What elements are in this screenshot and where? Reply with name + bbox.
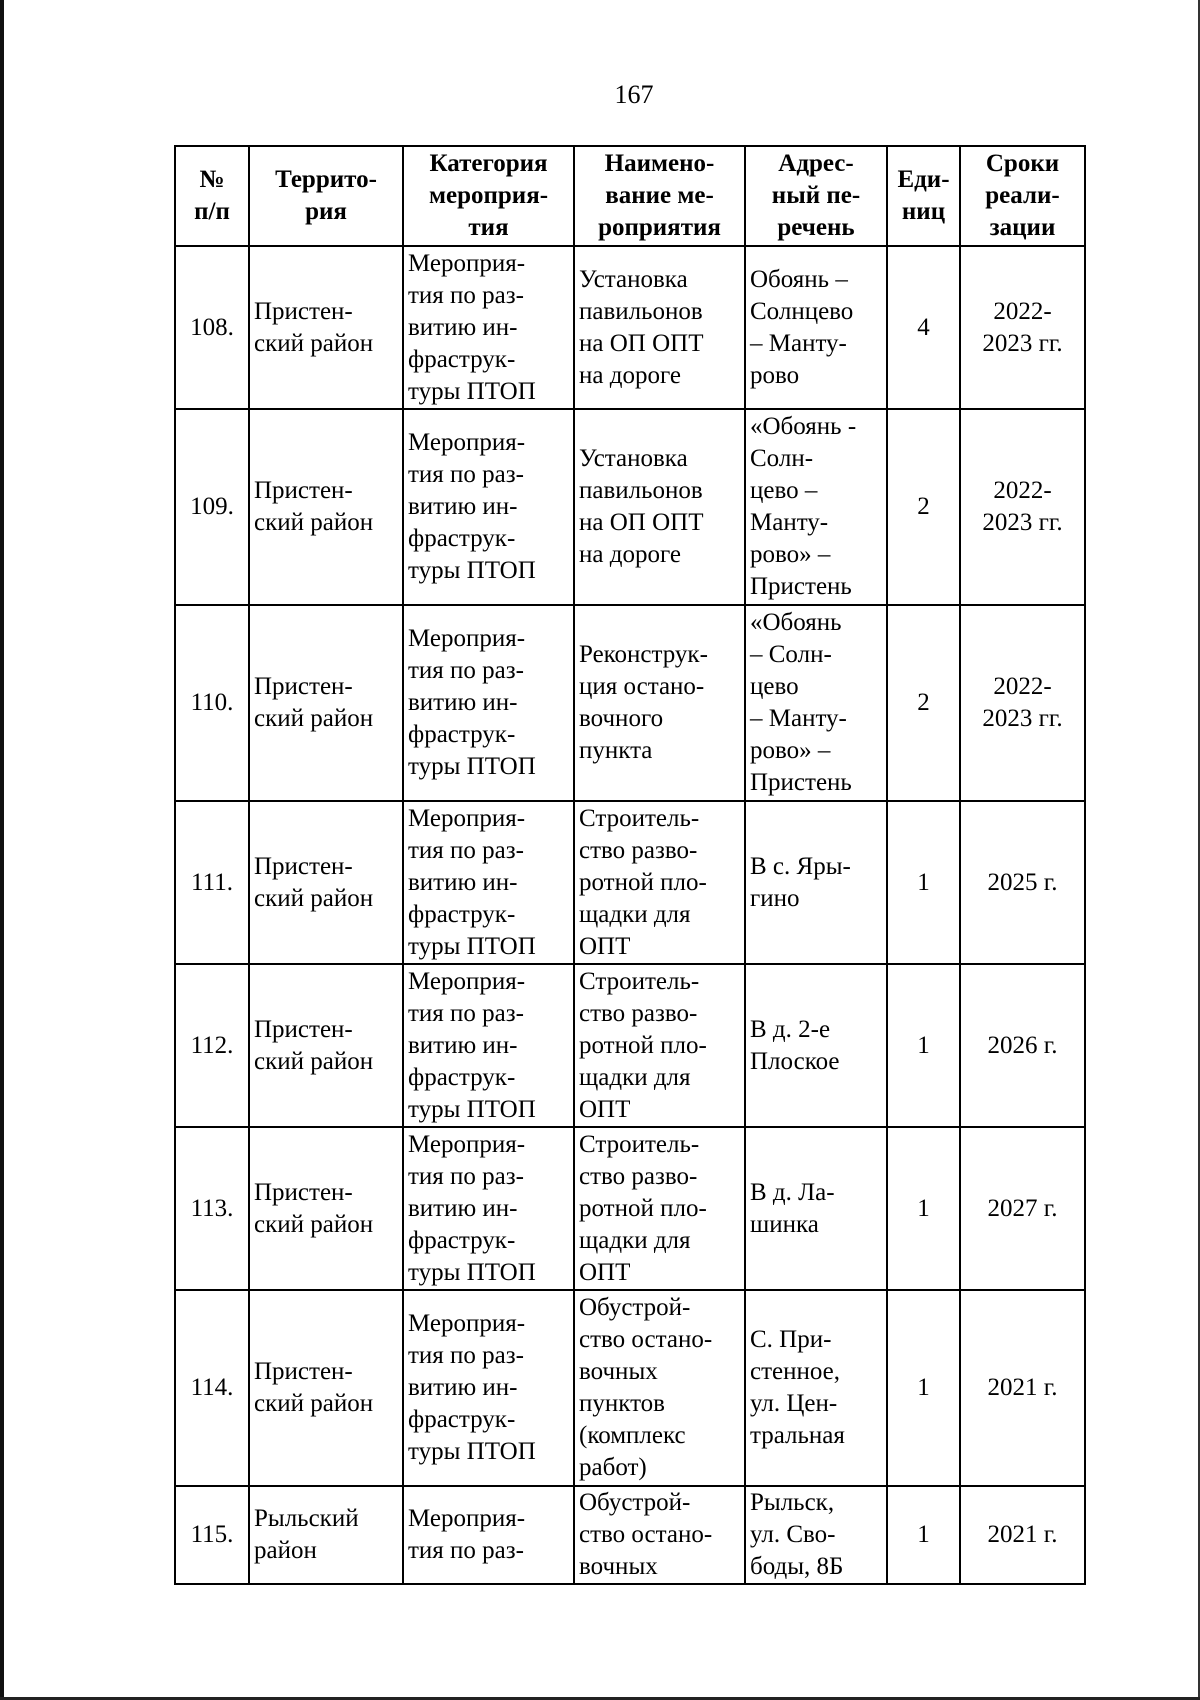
table-header-row: [175, 146, 1085, 246]
cell-units: 1: [887, 964, 960, 1127]
cell-name: Установка павильонов на ОП ОПТ на дороге: [574, 246, 745, 409]
cell-term: 2025 г.: [960, 801, 1085, 964]
table-row: [175, 1486, 1085, 1584]
page-number: 167: [614, 80, 654, 109]
cell-name: Строитель- ство разво- ротной пло- щадки для ОПТ: [574, 964, 745, 1127]
table-row: [175, 1290, 1085, 1486]
table-row: [175, 246, 1085, 409]
measures-table: [174, 145, 1086, 1585]
scan-edge-left: [0, 0, 4, 1700]
cell-category: Мероприя- тия по раз- витию ин- фраструк- туры ПТОП: [403, 964, 574, 1127]
cell-number: 108.: [175, 246, 249, 409]
cell-number: 114.: [175, 1290, 249, 1486]
cell-territory: Пристен- ский район: [249, 1290, 403, 1486]
cell-units: 1: [887, 1127, 960, 1290]
header-units: Еди- ниц: [887, 146, 960, 246]
header-category: Категория мероприя- тия: [403, 146, 574, 246]
cell-territory: Пристен- ский район: [249, 409, 403, 605]
cell-category: Мероприя- тия по раз- витию ин- фраструк- туры ПТОП: [403, 605, 574, 801]
cell-address: С. При- стенное, ул. Цен- тральная: [745, 1290, 887, 1486]
cell-category: Мероприя- тия по раз- витию ин- фраструк- туры ПТОП: [403, 1127, 574, 1290]
cell-term: 2022- 2023 гг.: [960, 246, 1085, 409]
table-row: [175, 1127, 1085, 1290]
cell-units: 1: [887, 1290, 960, 1486]
cell-territory: Пристен- ский район: [249, 801, 403, 964]
cell-category: Мероприя- тия по раз- витию ин- фраструк- туры ПТОП: [403, 1290, 574, 1486]
cell-term: 2022- 2023 гг.: [960, 409, 1085, 605]
table-row: [175, 801, 1085, 964]
table-row: [175, 964, 1085, 1127]
cell-name: Реконструк- ция остано- вочного пункта: [574, 605, 745, 801]
cell-units: 4: [887, 246, 960, 409]
cell-number: 109.: [175, 409, 249, 605]
cell-units: 1: [887, 1486, 960, 1584]
cell-address: «Обоянь – Солн- цево – Манту- рово» – Пристень: [745, 605, 887, 801]
cell-address: В д. 2-е Плоское: [745, 964, 887, 1127]
header-name: Наимено- вание ме- роприятия: [574, 146, 745, 246]
cell-territory: Рыльский район: [249, 1486, 403, 1584]
header-number: № п/п: [175, 146, 249, 246]
cell-address: В д. Ла- шинка: [745, 1127, 887, 1290]
cell-territory: Пристен- ский район: [249, 605, 403, 801]
cell-term: 2021 г.: [960, 1290, 1085, 1486]
cell-number: 112.: [175, 964, 249, 1127]
cell-name: Строитель- ство разво- ротной пло- щадки для ОПТ: [574, 801, 745, 964]
cell-territory: Пристен- ский район: [249, 1127, 403, 1290]
cell-category: Мероприя- тия по раз- витию ин- фраструк- туры ПТОП: [403, 246, 574, 409]
cell-category: Мероприя- тия по раз-: [403, 1486, 574, 1584]
cell-category: Мероприя- тия по раз- витию ин- фраструк- туры ПТОП: [403, 801, 574, 964]
cell-number: 113.: [175, 1127, 249, 1290]
header-territory: Террито- рия: [249, 146, 403, 246]
cell-number: 110.: [175, 605, 249, 801]
header-address: Адрес- ный пе- речень: [745, 146, 887, 246]
cell-units: 2: [887, 605, 960, 801]
cell-name: Обустрой- ство остано- вочных: [574, 1486, 745, 1584]
cell-term: 2022- 2023 гг.: [960, 605, 1085, 801]
cell-units: 2: [887, 409, 960, 605]
cell-address: Рыльск, ул. Сво- боды, 8Б: [745, 1486, 887, 1584]
cell-term: 2026 г.: [960, 964, 1085, 1127]
cell-territory: Пристен- ский район: [249, 964, 403, 1127]
table-row: [175, 605, 1085, 801]
cell-name: Установка павильонов на ОП ОПТ на дороге: [574, 409, 745, 605]
cell-units: 1: [887, 801, 960, 964]
cell-territory: Пристен- ский район: [249, 246, 403, 409]
table-row: [175, 409, 1085, 605]
cell-address: «Обоянь - Солн- цево – Манту- рово» – Пристень: [745, 409, 887, 605]
cell-number: 111.: [175, 801, 249, 964]
cell-category: Мероприя- тия по раз- витию ин- фраструк- туры ПТОП: [403, 409, 574, 605]
cell-number: 115.: [175, 1486, 249, 1584]
cell-name: Строитель- ство разво- ротной пло- щадки для ОПТ: [574, 1127, 745, 1290]
header-term: Сроки реали- зации: [960, 146, 1085, 246]
cell-name: Обустрой- ство остано- вочных пунктов (комплекс работ): [574, 1290, 745, 1486]
cell-term: 2027 г.: [960, 1127, 1085, 1290]
cell-term: 2021 г.: [960, 1486, 1085, 1584]
cell-address: Обоянь – Солнцево – Манту- рово: [745, 246, 887, 409]
cell-address: В с. Яры- гино: [745, 801, 887, 964]
